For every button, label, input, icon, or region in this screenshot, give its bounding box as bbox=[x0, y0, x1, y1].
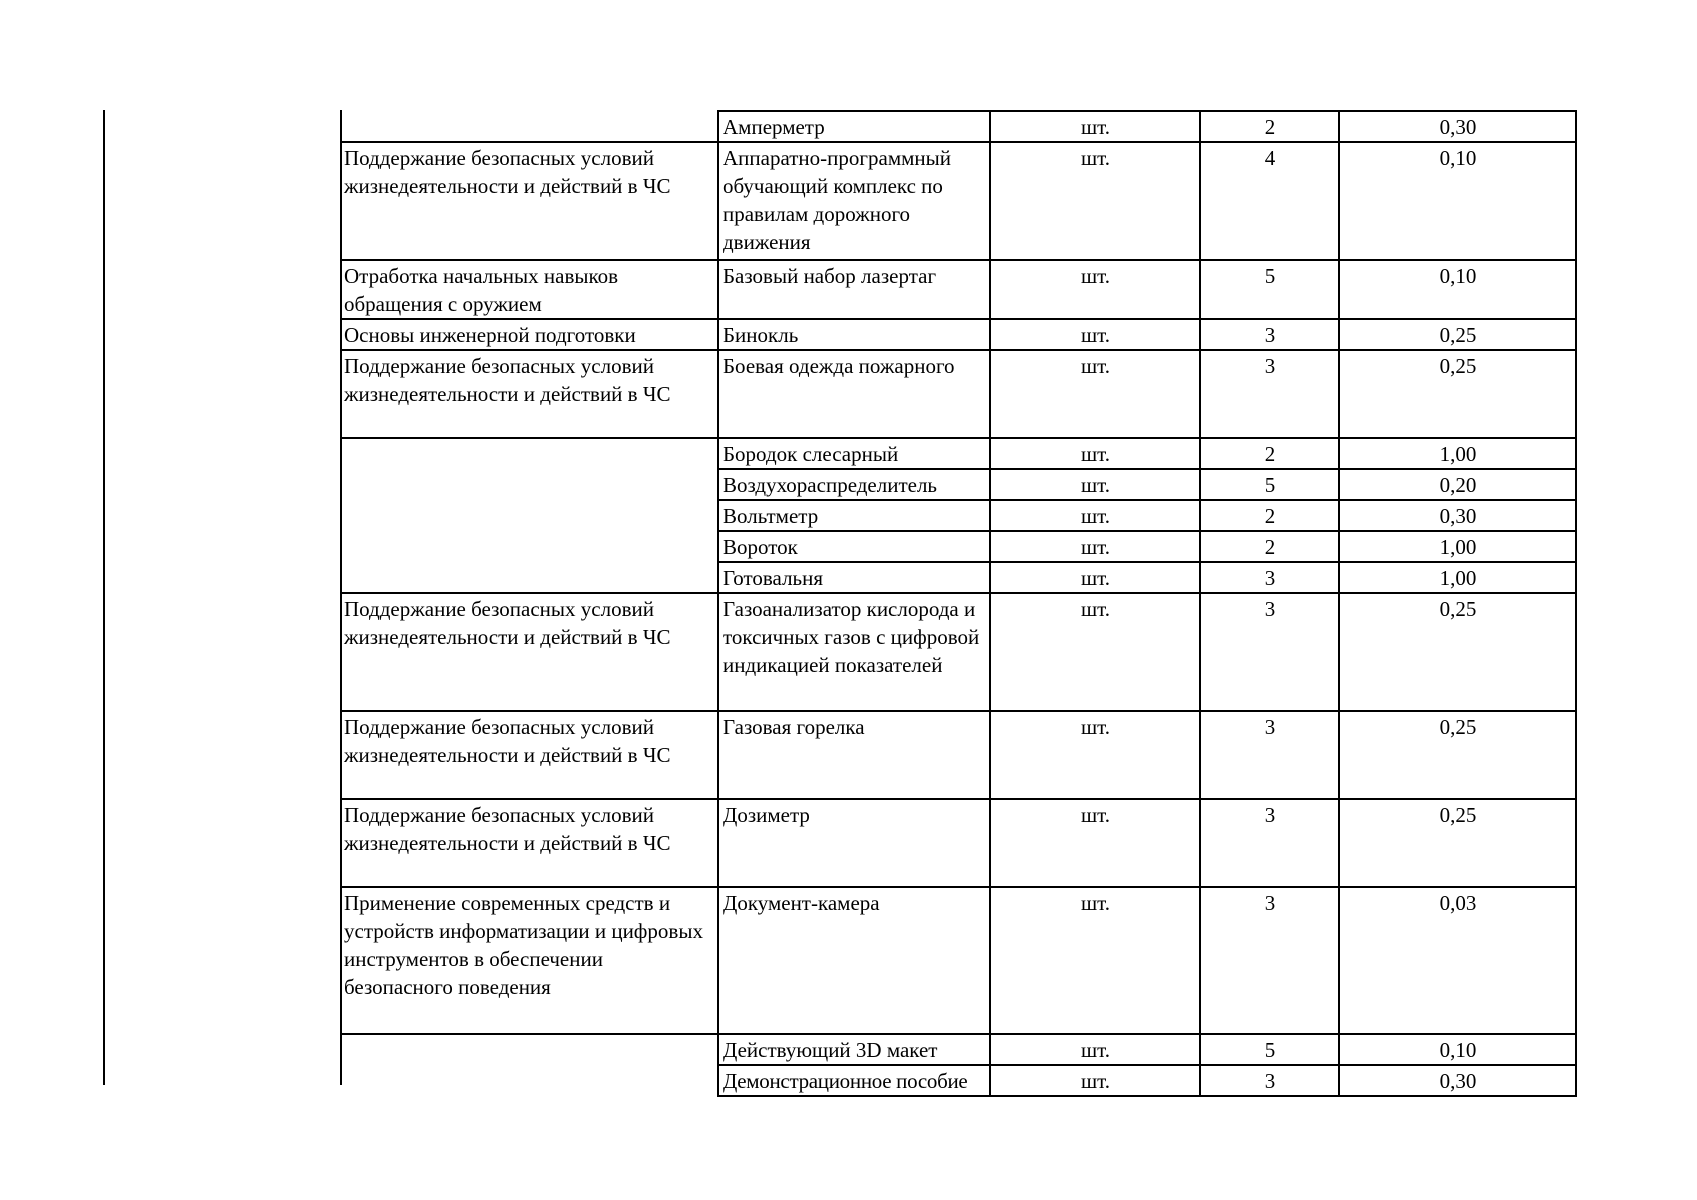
item-cell: Воздухораспределитель bbox=[718, 469, 990, 500]
coefficient-cell: 0,25 bbox=[1339, 319, 1576, 350]
quantity-cell: 3 bbox=[1200, 562, 1339, 593]
unit-cell: шт. bbox=[990, 319, 1200, 350]
quantity-cell: 3 bbox=[1200, 319, 1339, 350]
unit-cell: шт. bbox=[990, 469, 1200, 500]
unit-cell: шт. bbox=[990, 438, 1200, 469]
table-row bbox=[340, 350, 1576, 438]
coefficient-cell: 0,25 bbox=[1339, 799, 1576, 887]
unit-cell: шт. bbox=[990, 260, 1200, 319]
unit-cell: шт. bbox=[990, 142, 1200, 260]
unit-cell: шт. bbox=[990, 350, 1200, 438]
coefficient-cell: 0,10 bbox=[1339, 260, 1576, 319]
quantity-cell: 2 bbox=[1200, 500, 1339, 531]
table-row bbox=[340, 1034, 1576, 1065]
quantity-cell: 5 bbox=[1200, 260, 1339, 319]
unit-cell: шт. bbox=[990, 799, 1200, 887]
table-row bbox=[340, 593, 1576, 711]
unit-cell: шт. bbox=[990, 1065, 1200, 1096]
item-cell: Амперметр bbox=[718, 111, 990, 142]
topic-cell: Поддержание безопасных условий жизнедеятельности и действий в ЧС bbox=[340, 142, 718, 260]
quantity-cell: 2 bbox=[1200, 531, 1339, 562]
table-row bbox=[340, 887, 1576, 1034]
quantity-cell: 2 bbox=[1200, 111, 1339, 142]
coefficient-cell: 1,00 bbox=[1339, 531, 1576, 562]
unit-cell: шт. bbox=[990, 111, 1200, 142]
quantity-cell: 5 bbox=[1200, 1034, 1339, 1065]
quantity-cell: 3 bbox=[1200, 350, 1339, 438]
unit-cell: шт. bbox=[990, 593, 1200, 711]
left-margin-line bbox=[103, 110, 105, 1085]
coefficient-cell: 0,25 bbox=[1339, 350, 1576, 438]
item-cell: Вольтметр bbox=[718, 500, 990, 531]
unit-cell: шт. bbox=[990, 711, 1200, 799]
coefficient-cell: 0,30 bbox=[1339, 500, 1576, 531]
coefficient-cell: 0,25 bbox=[1339, 593, 1576, 711]
quantity-cell: 3 bbox=[1200, 799, 1339, 887]
topic-cell: Отработка начальных навыков обращения с оружием bbox=[340, 260, 718, 319]
coefficient-cell: 0,25 bbox=[1339, 711, 1576, 799]
unit-cell: шт. bbox=[990, 500, 1200, 531]
coefficient-cell: 0,20 bbox=[1339, 469, 1576, 500]
topic-cell: Поддержание безопасных условий жизнедеятельности и действий в ЧС bbox=[340, 799, 718, 887]
item-cell: Базовый набор лазертаг bbox=[718, 260, 990, 319]
quantity-cell: 3 bbox=[1200, 593, 1339, 711]
topic-cell bbox=[340, 1034, 718, 1096]
topic-cell bbox=[340, 438, 718, 593]
table-row bbox=[340, 799, 1576, 887]
unit-cell: шт. bbox=[990, 562, 1200, 593]
item-cell: Действующий 3D макет bbox=[718, 1034, 990, 1065]
quantity-cell: 3 bbox=[1200, 1065, 1339, 1096]
topic-cell: Поддержание безопасных условий жизнедеятельности и действий в ЧС bbox=[340, 593, 718, 711]
quantity-cell: 3 bbox=[1200, 711, 1339, 799]
item-cell: Готовальня bbox=[718, 562, 990, 593]
topic-cell: Поддержание безопасных условий жизнедеятельности и действий в ЧС bbox=[340, 350, 718, 438]
table-row bbox=[340, 711, 1576, 799]
item-cell: Газовая горелка bbox=[718, 711, 990, 799]
topic-cell: Основы инженерной подготовки bbox=[340, 319, 718, 350]
table-row bbox=[340, 142, 1576, 260]
quantity-cell: 4 bbox=[1200, 142, 1339, 260]
item-cell: Дозиметр bbox=[718, 799, 990, 887]
item-cell: Бинокль bbox=[718, 319, 990, 350]
table-row bbox=[340, 438, 1576, 469]
coefficient-cell: 0,30 bbox=[1339, 1065, 1576, 1096]
item-cell: Аппаратно-программный обучающий комплекс по правилам дорожного движения bbox=[718, 142, 990, 260]
quantity-cell: 2 bbox=[1200, 438, 1339, 469]
item-cell: Боевая одежда пожарного bbox=[718, 350, 990, 438]
unit-cell: шт. bbox=[990, 887, 1200, 1034]
coefficient-cell: 1,00 bbox=[1339, 562, 1576, 593]
quantity-cell: 5 bbox=[1200, 469, 1339, 500]
topic-cell bbox=[340, 111, 718, 142]
item-cell: Документ-камера bbox=[718, 887, 990, 1034]
coefficient-cell: 1,00 bbox=[1339, 438, 1576, 469]
coefficient-cell: 0,30 bbox=[1339, 111, 1576, 142]
table-row bbox=[340, 260, 1576, 319]
quantity-cell: 3 bbox=[1200, 887, 1339, 1034]
table-row bbox=[340, 111, 1576, 142]
coefficient-cell: 0,03 bbox=[1339, 887, 1576, 1034]
item-cell: Вороток bbox=[718, 531, 990, 562]
table-row bbox=[340, 319, 1576, 350]
item-cell: Газоанализатор кислорода и токсичных газов с цифровой индикацией показателей bbox=[718, 593, 990, 711]
item-cell: Бородок слесарный bbox=[718, 438, 990, 469]
topic-cell: Применение современных средств и устройств информатизации и цифровых инструментов в обеспечении безопасного поведения bbox=[340, 887, 718, 1034]
unit-cell: шт. bbox=[990, 1034, 1200, 1065]
unit-cell: шт. bbox=[990, 531, 1200, 562]
equipment-table bbox=[340, 110, 1577, 1097]
coefficient-cell: 0,10 bbox=[1339, 142, 1576, 260]
coefficient-cell: 0,10 bbox=[1339, 1034, 1576, 1065]
topic-cell: Поддержание безопасных условий жизнедеятельности и действий в ЧС bbox=[340, 711, 718, 799]
item-cell: Демонстрационное пособие bbox=[718, 1065, 990, 1096]
